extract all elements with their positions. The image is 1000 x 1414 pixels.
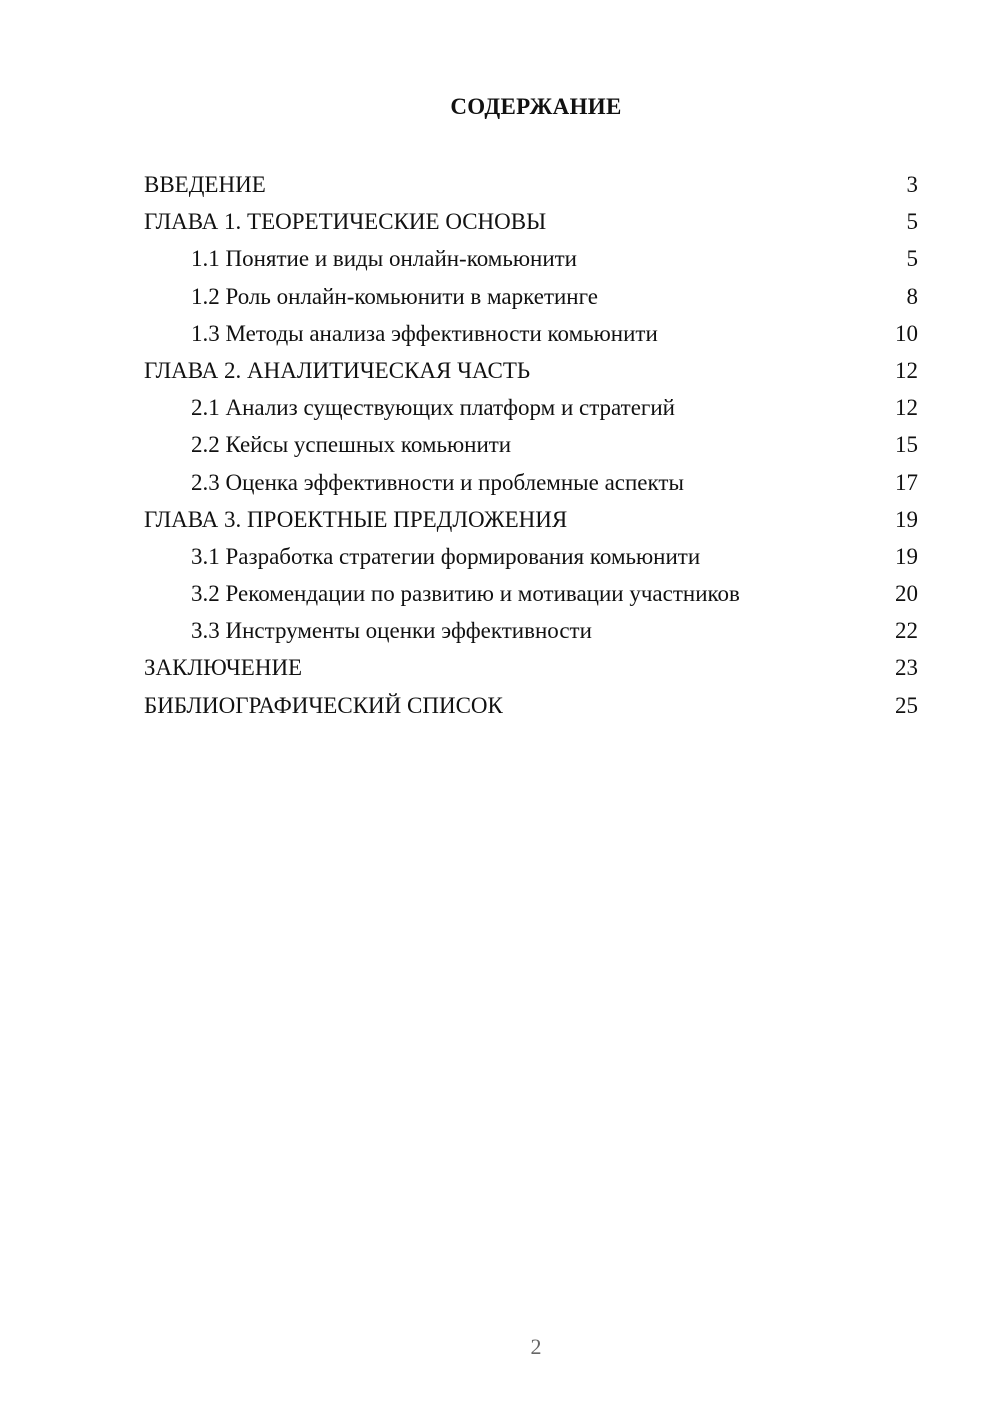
toc-entry: [144, 649, 918, 686]
page-title: СОДЕРЖАНИЕ: [450, 94, 622, 119]
toc-entry-label: 2.2 Кейсы успешных комьюнити: [191, 432, 512, 458]
toc-entry-label: 3.1 Разработка стратегии формирования комьюнити: [191, 543, 701, 569]
toc-entry-page: 12: [895, 357, 918, 383]
toc-entry-page: 22: [895, 618, 918, 644]
toc-entry: [144, 315, 918, 352]
toc-entry-page: 20: [895, 581, 918, 607]
toc-entry-label: ГЛАВА 3. ПРОЕКТНЫЕ ПРЕДЛОЖЕНИЯ: [144, 506, 568, 532]
toc-entry-label: ВВЕДЕНИЕ: [144, 172, 266, 197]
page-number: 2: [530, 1334, 542, 1359]
toc-entry: [144, 538, 918, 575]
toc-entry: [144, 426, 918, 463]
toc-entry-page: 3: [906, 172, 918, 197]
toc-entry: [144, 464, 918, 501]
toc-entry-label: БИБЛИОГРАФИЧЕСКИЙ СПИСОК: [144, 692, 503, 718]
table-of-contents: [144, 166, 918, 724]
toc-entry-page: 23: [895, 655, 918, 681]
toc-entry-page: 19: [895, 543, 918, 569]
toc-entry-label: ЗАКЛЮЧЕНИЕ: [144, 655, 303, 681]
toc-entry-page: 5: [906, 209, 918, 235]
toc-entry: [144, 687, 918, 724]
toc-entry: [144, 278, 918, 315]
toc-entry-page: 25: [895, 692, 918, 718]
toc-entry-label: 3.2 Рекомендации по развитию и мотивации участников: [191, 581, 740, 607]
toc-entry-page: 12: [895, 395, 918, 421]
toc-entry-page: 10: [895, 320, 918, 346]
toc-entry-label: 2.3 Оценка эффективности и проблемные аспекты: [191, 469, 684, 495]
toc-entry: [144, 240, 918, 277]
toc-entry: [144, 166, 918, 203]
toc-entry-page: 17: [895, 469, 918, 495]
toc-entry: [144, 389, 918, 426]
toc-entry-label: 1.1 Понятие и виды онлайн-комьюнити: [191, 246, 577, 272]
toc-entry-page: 19: [895, 506, 918, 532]
toc-entry-page: 8: [906, 283, 918, 309]
toc-entry-label: 3.3 Инструменты оценки эффективности: [191, 618, 592, 644]
toc-entry: [144, 612, 918, 649]
toc-entry-label: 2.1 Анализ существующих платформ и стратегий: [191, 395, 675, 421]
toc-entry: [144, 203, 918, 240]
toc-entry-label: ГЛАВА 1. ТЕОРЕТИЧЕСКИЕ ОСНОВЫ: [144, 209, 547, 235]
toc-entry: [144, 352, 918, 389]
toc-entry-page: 5: [906, 246, 918, 272]
toc-entry-label: 1.3 Методы анализа эффективности комьюнити: [191, 320, 658, 346]
toc-entry: [144, 501, 918, 538]
toc-entry-label: 1.2 Роль онлайн-комьюнити в маркетинге: [191, 283, 598, 309]
toc-entry: [144, 575, 918, 612]
toc-entry-page: 15: [895, 432, 918, 458]
toc-entry-label: ГЛАВА 2. АНАЛИТИЧЕСКАЯ ЧАСТЬ: [144, 357, 531, 383]
